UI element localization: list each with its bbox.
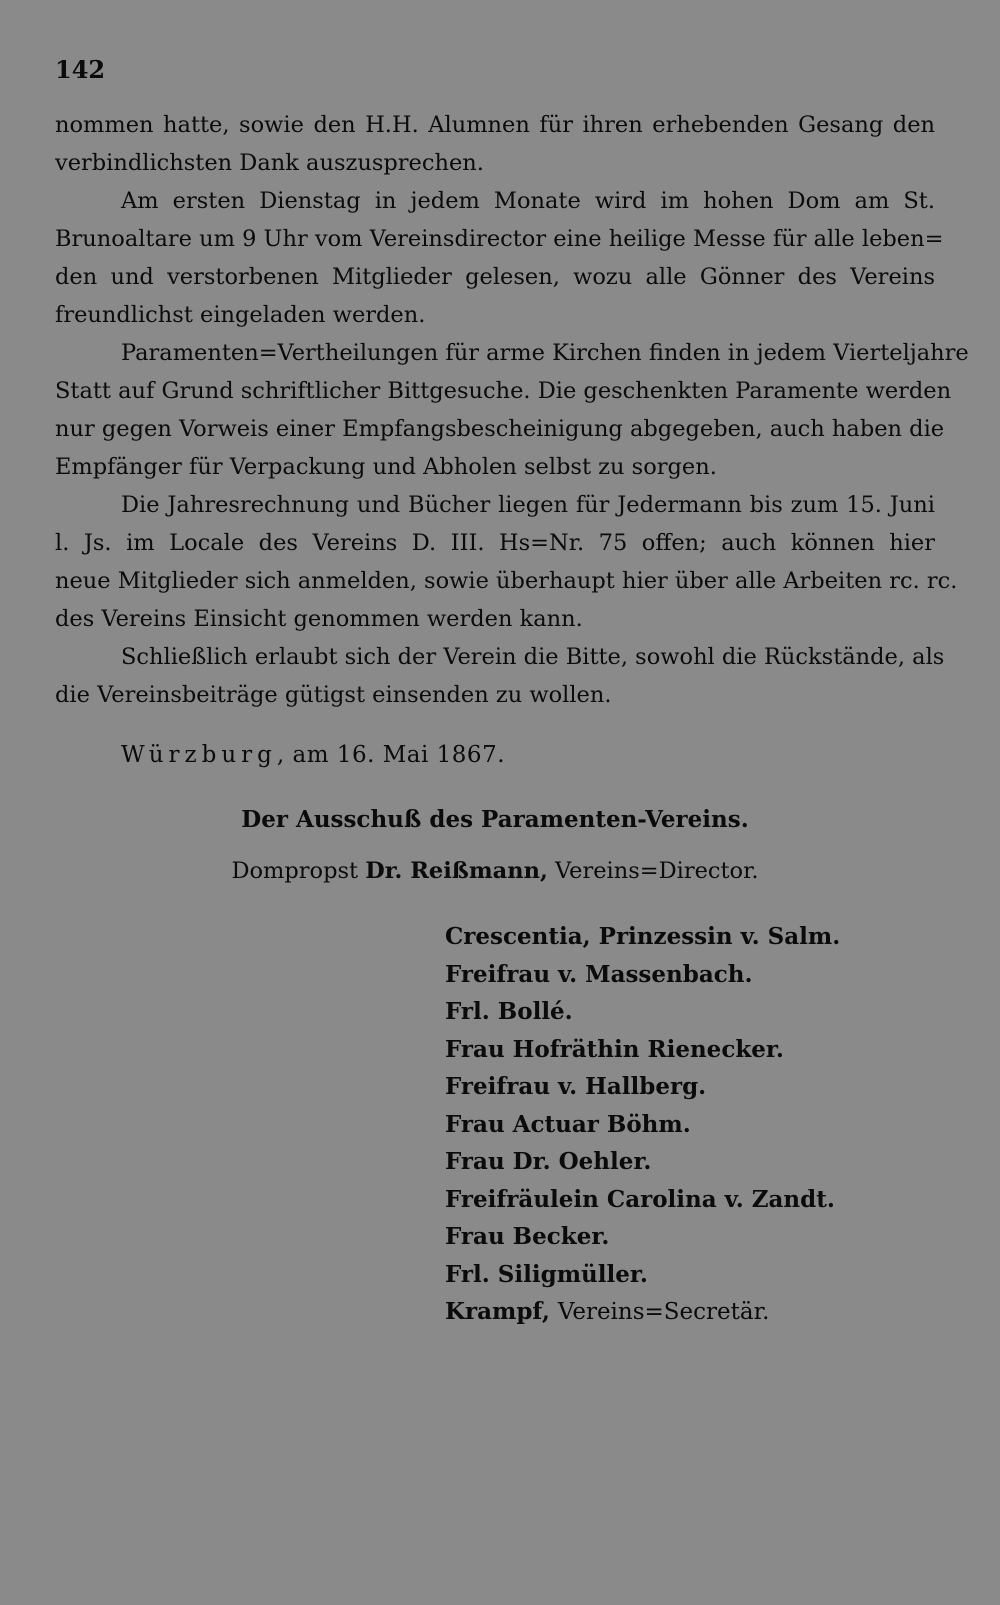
director-prefix: Dompropst: [231, 858, 359, 884]
page-number: 142: [55, 55, 106, 84]
director-role: Vereins=Director.: [554, 858, 759, 884]
body-text: [55, 106, 969, 714]
dateline-place: Würzburg: [121, 742, 277, 768]
secretary-signature: [445, 1293, 840, 1332]
paragraph-1: [55, 106, 935, 182]
text-line: Am ersten Dienstag in jedem Monate wird im hohen Dom am St.: [121, 188, 935, 214]
dateline-date: , am 16. Mai 1867.: [276, 742, 506, 768]
text-line: neue Mitglieder sich anmelden, sowie überhaupt hier über alle Arbeiten rc. rc.: [55, 568, 958, 594]
member-name: Freifräulein Carolina v. Zandt.: [445, 1185, 835, 1213]
member-name: Frau Actuar Böhm.: [445, 1110, 691, 1138]
committee-title: Der Ausschuß des Paramenten-Vereins.: [241, 806, 749, 833]
text-line: Die Jahresrechnung und Bücher liegen für Jedermann bis zum 15. Juni: [121, 492, 935, 518]
text-line: den und verstorbenen Mitglieder gelesen, wozu alle Gönner des Vereins: [55, 264, 935, 290]
secretary-role: Vereins=Secretär.: [557, 1299, 770, 1325]
text-line: die Vereinsbeiträge gütigst einsenden zu wollen.: [55, 682, 612, 708]
director-name: Dr. Reißmann,: [365, 858, 548, 884]
director-signature: [55, 858, 935, 884]
text-line: Schließlich erlaubt sich der Verein die Bitte, sowohl die Rückstände, als: [121, 644, 945, 670]
member-name: Frl. Bollé.: [445, 998, 573, 1025]
member-name: Freifrau v. Massenbach.: [445, 960, 753, 988]
text-line: verbindlichsten Dank auszusprechen.: [55, 150, 484, 176]
text-line: Empfänger für Verpackung und Abholen selbst zu sorgen.: [55, 454, 717, 480]
paragraph-4: [55, 486, 958, 638]
text-line: des Vereins Einsicht genommen werden kann.: [55, 606, 583, 632]
member-name: Frau Becker.: [445, 1223, 610, 1250]
member-name: Frau Dr. Oehler.: [445, 1148, 652, 1175]
text-line: l. Js. im Locale des Vereins D. III. Hs=Nr. 75 offen; auch können hier: [55, 530, 935, 556]
dateline: [121, 742, 505, 768]
paragraph-2: [55, 182, 944, 334]
text-line: Brunoaltare um 9 Uhr vom Vereinsdirector eine heilige Messe für alle leben=: [55, 226, 944, 252]
text-line: Paramenten=Vertheilungen für arme Kirchen finden in jedem Vierteljahre: [121, 340, 969, 366]
text-line: freundlichst eingeladen werden.: [55, 302, 426, 328]
member-name: Frl. Siligmüller.: [445, 1260, 648, 1288]
member-name: Frau Hofräthin Rienecker.: [445, 1035, 784, 1063]
paragraph-5: [55, 638, 945, 714]
member-list: [445, 918, 840, 1332]
text-line: nur gegen Vorweis einer Empfangsbescheinigung abgegeben, auch haben die: [55, 416, 945, 442]
member-name: Freifrau v. Hallberg.: [445, 1073, 707, 1100]
member-name: Crescentia, Prinzessin v. Salm.: [445, 923, 841, 950]
text-line: Statt auf Grund schriftlicher Bittgesuche. Die geschenkten Paramente werden: [55, 378, 952, 404]
text-line: nommen hatte, sowie den H.H. Alumnen für ihren erhebenden Gesang den: [55, 112, 935, 138]
paragraph-3: [55, 334, 969, 486]
secretary-name: Krampf,: [445, 1298, 550, 1325]
